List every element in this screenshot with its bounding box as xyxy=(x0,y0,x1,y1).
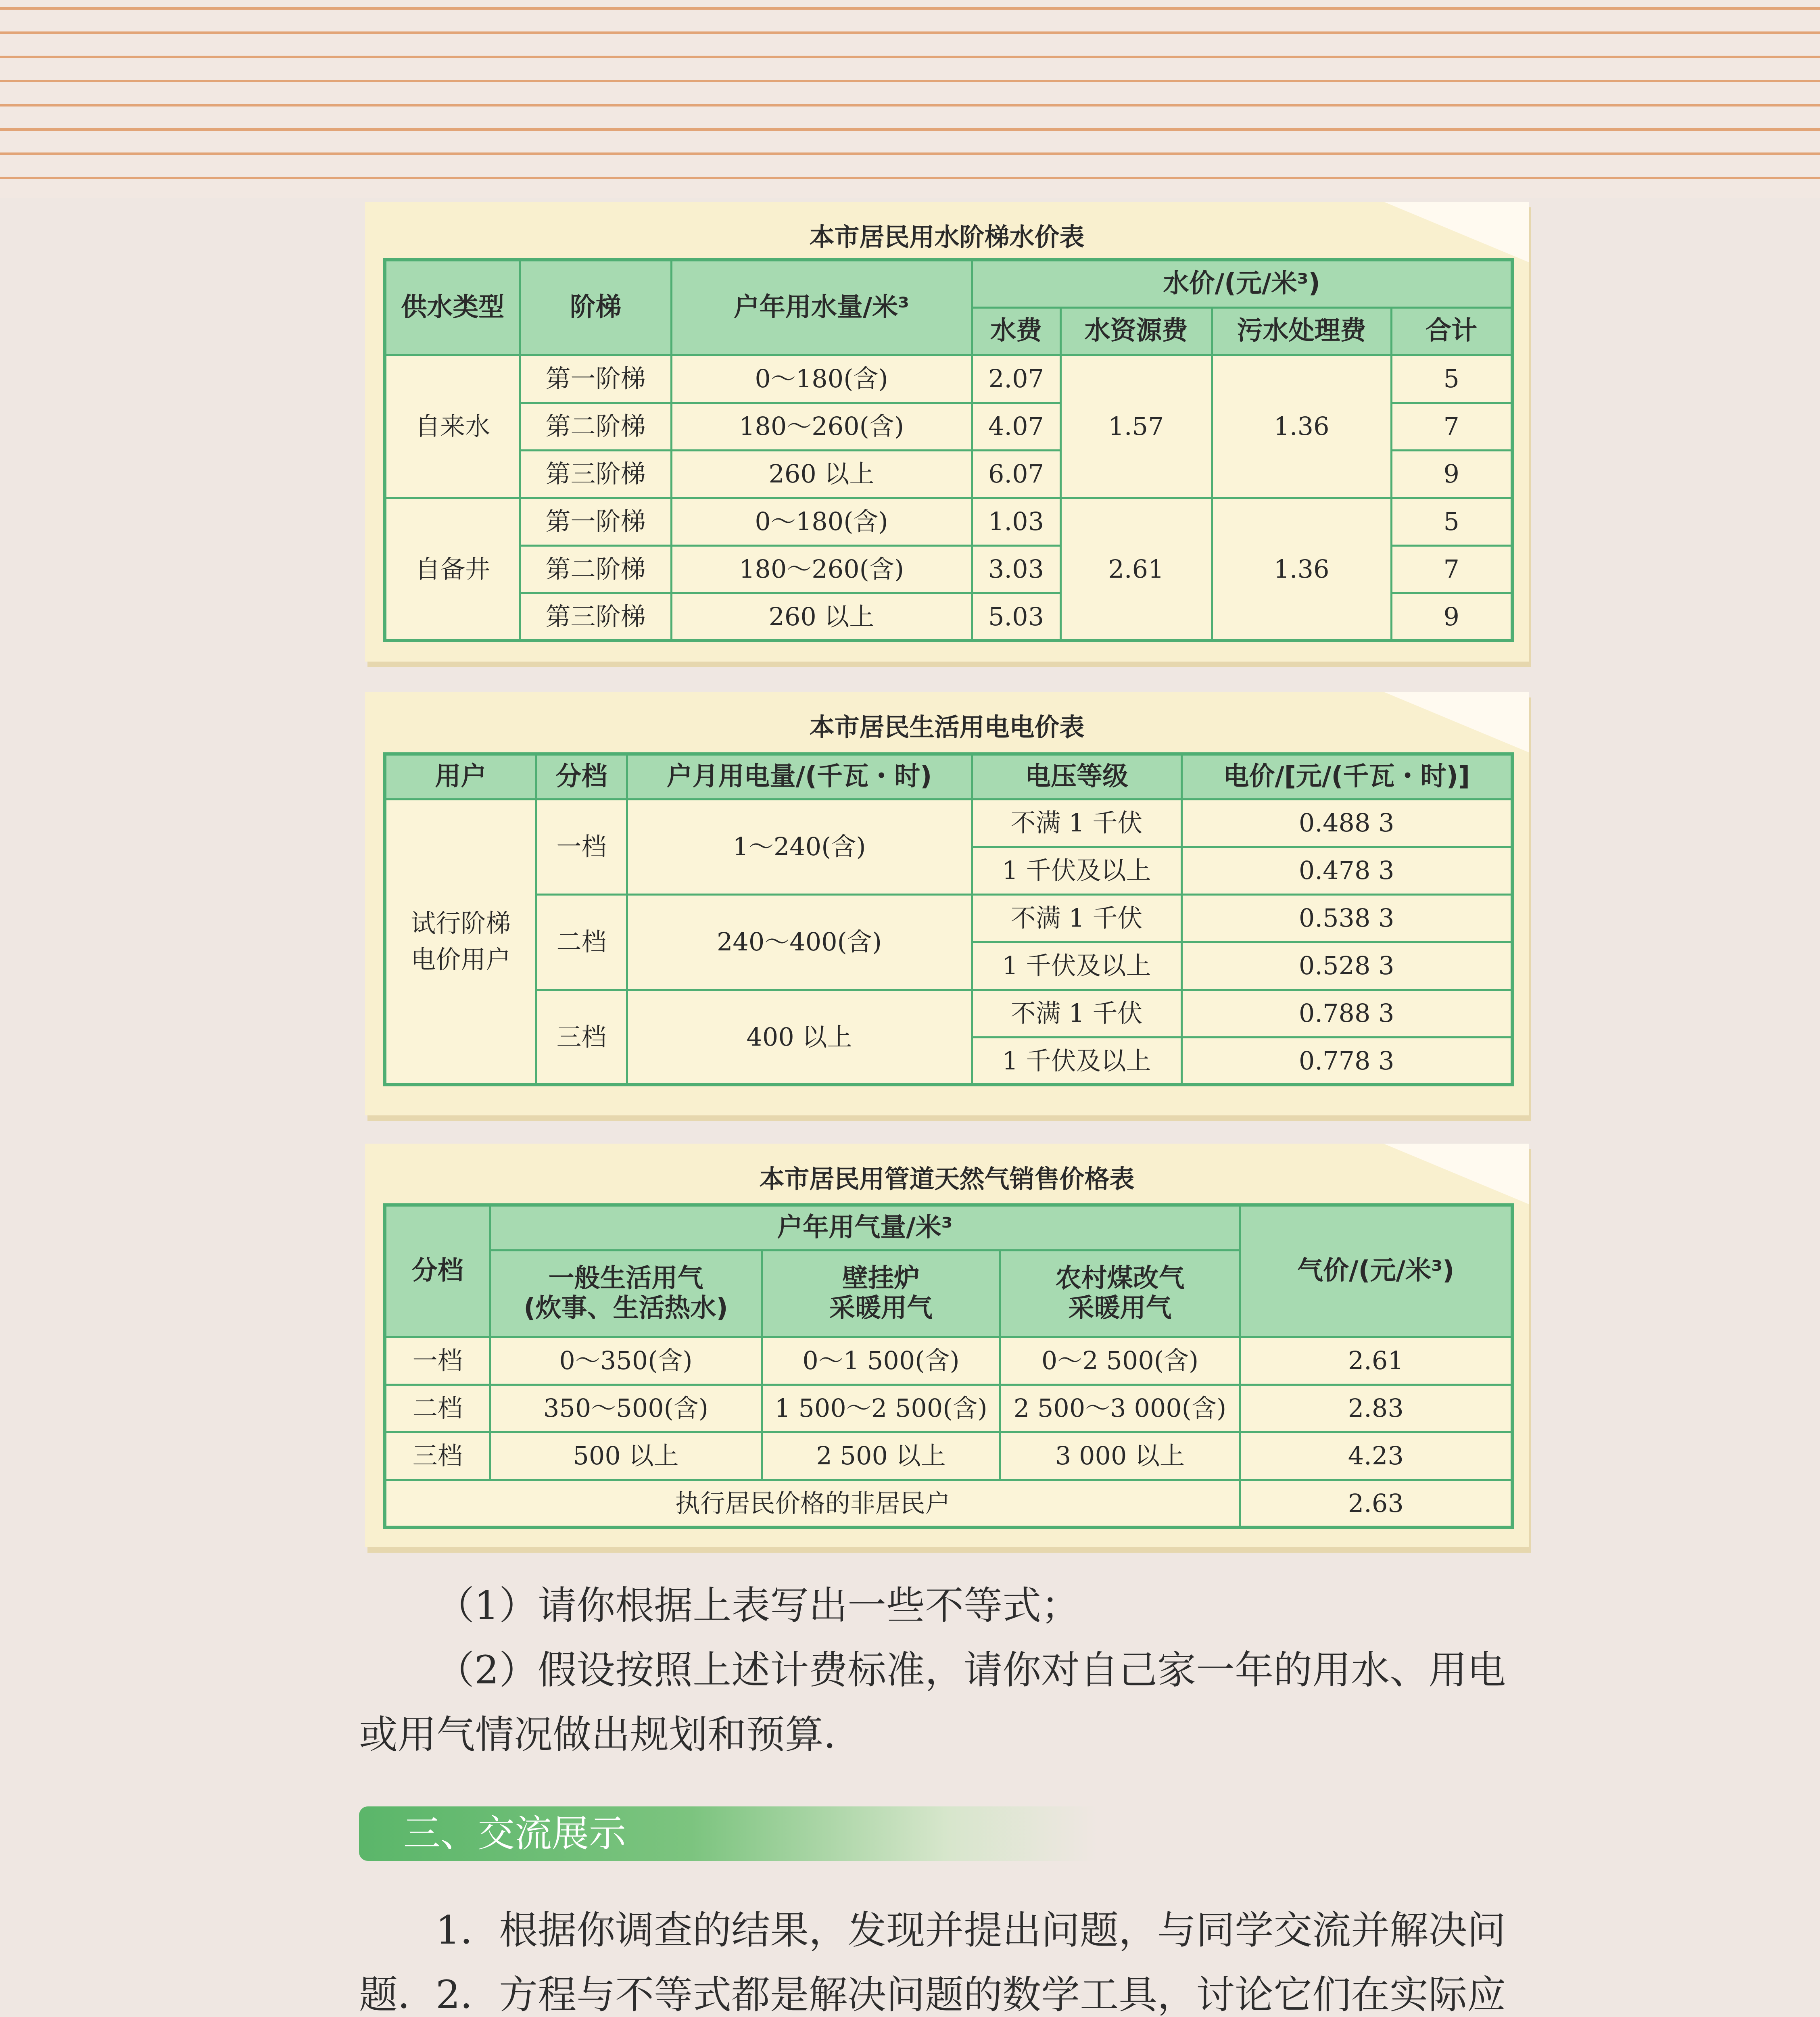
usage-cell: 0～180(含) xyxy=(671,498,972,545)
usage-cell: 400 以上 xyxy=(627,990,972,1085)
total-cell: 5 xyxy=(1391,355,1512,403)
header-total: 合计 xyxy=(1391,307,1512,355)
level-cell: 三档 xyxy=(536,990,627,1085)
header-user: 用户 xyxy=(385,754,536,799)
water-table-title: 本市居民用水阶梯水价表 xyxy=(809,222,1085,252)
gas-table-title: 本市居民用管道天然气销售价格表 xyxy=(759,1164,1135,1194)
header-stripes xyxy=(0,0,1820,198)
fee-cell: 3.03 xyxy=(972,545,1060,593)
price-cell: 0.788 3 xyxy=(1181,990,1512,1037)
level-cell: 二档 xyxy=(385,1384,490,1432)
wall-cell: 1 500～2 500(含) xyxy=(762,1384,1000,1432)
price-cell: 0.488 3 xyxy=(1181,799,1512,847)
usage-cell: 240～400(含) xyxy=(627,894,972,990)
header-usage: 户月用电量/(千瓦・时) xyxy=(627,754,972,799)
level-cell: 二档 xyxy=(536,894,627,990)
sewage-cell: 1.36 xyxy=(1212,355,1391,498)
total-cell: 9 xyxy=(1391,450,1512,498)
table-row xyxy=(385,799,1512,847)
gas-price-table xyxy=(383,1203,1514,1529)
usage-cell: 260 以上 xyxy=(671,450,972,498)
header-general-line1: 一般生活用气 xyxy=(548,1263,703,1293)
resource-cell: 1.57 xyxy=(1060,355,1212,498)
price-cell: 2.61 xyxy=(1240,1337,1512,1384)
tier-cell: 第二阶梯 xyxy=(520,403,671,450)
voltage-cell: 不满 1 千伏 xyxy=(972,799,1181,847)
header-tier: 阶梯 xyxy=(520,260,671,355)
table-row xyxy=(385,894,1512,942)
table-row xyxy=(385,1432,1512,1480)
header-level: 分档 xyxy=(385,1205,490,1337)
fee-cell: 6.07 xyxy=(972,450,1060,498)
rural-cell: 3 000 以上 xyxy=(1000,1432,1240,1480)
header-rural-line1: 农村煤改气 xyxy=(1055,1263,1185,1293)
table-row xyxy=(385,355,1512,403)
usage-cell: 1～240(含) xyxy=(627,799,972,894)
tier-cell: 第一阶梯 xyxy=(520,498,671,545)
gas-price-card xyxy=(365,1144,1529,1547)
voltage-cell: 1 千伏及以上 xyxy=(972,847,1181,894)
electric-price-table xyxy=(383,752,1514,1086)
voltage-cell: 不满 1 千伏 xyxy=(972,894,1181,942)
header-rural-line2: 采暖用气 xyxy=(1068,1293,1172,1323)
header-price: 电价/[元/(千瓦・时)] xyxy=(1181,754,1512,799)
nonresident-label: 执行居民价格的非居民户 xyxy=(385,1480,1240,1527)
price-cell: 0.528 3 xyxy=(1181,942,1512,990)
group-name: 自备井 xyxy=(385,498,520,641)
header-rural xyxy=(1000,1250,1240,1337)
tier-cell: 第三阶梯 xyxy=(520,593,671,641)
price-cell: 2.83 xyxy=(1240,1384,1512,1432)
price-cell: 0.778 3 xyxy=(1181,1037,1512,1085)
tier-cell: 第三阶梯 xyxy=(520,450,671,498)
wall-cell: 0～1 500(含) xyxy=(762,1337,1000,1384)
header-price: 水价/(元/米³) xyxy=(972,260,1512,307)
water-price-table xyxy=(383,258,1514,642)
exchange-item-1: 1．根据你调查的结果，发现并提出问题，与同学交流并解决问题． xyxy=(359,1908,1506,2017)
total-cell: 7 xyxy=(1391,403,1512,450)
table-row xyxy=(385,1384,1512,1432)
table-row xyxy=(385,1480,1512,1527)
fee-cell: 1.03 xyxy=(972,498,1060,545)
header-price: 气价/(元/米³) xyxy=(1240,1205,1512,1337)
table-row xyxy=(385,990,1512,1037)
table-row xyxy=(385,1337,1512,1384)
total-cell: 9 xyxy=(1391,593,1512,641)
total-cell: 7 xyxy=(1391,545,1512,593)
header-level: 分档 xyxy=(536,754,627,799)
usage-cell: 180～260(含) xyxy=(671,403,972,450)
usage-cell: 260 以上 xyxy=(671,593,972,641)
header-supply-type: 供水类型 xyxy=(385,260,520,355)
header-wall-line2: 采暖用气 xyxy=(829,1293,933,1323)
voltage-cell: 不满 1 千伏 xyxy=(972,990,1181,1037)
level-cell: 三档 xyxy=(385,1432,490,1480)
header-usage: 户年用水量/米³ xyxy=(671,260,972,355)
header-wall-line1: 壁挂炉 xyxy=(842,1263,920,1293)
voltage-cell: 1 千伏及以上 xyxy=(972,1037,1181,1085)
header-resource: 水资源费 xyxy=(1060,307,1212,355)
header-general xyxy=(490,1250,762,1337)
question-2: （2）假设按照上述计费标准，请你对自己家一年的用水、用电或用气情况做出规划和预算． xyxy=(359,1647,1506,1757)
price-cell: 0.538 3 xyxy=(1181,894,1512,942)
sewage-cell: 1.36 xyxy=(1212,498,1391,641)
header-fee: 水费 xyxy=(972,307,1060,355)
wall-cell: 2 500 以上 xyxy=(762,1432,1000,1480)
rural-cell: 2 500～3 000(含) xyxy=(1000,1384,1240,1432)
electric-table-title: 本市居民生活用电电价表 xyxy=(809,712,1085,742)
header-sewage: 污水处理费 xyxy=(1212,307,1391,355)
water-price-card xyxy=(365,202,1529,662)
fee-cell: 5.03 xyxy=(972,593,1060,641)
electric-price-card xyxy=(365,692,1529,1115)
fee-cell: 4.07 xyxy=(972,403,1060,450)
level-cell: 一档 xyxy=(536,799,627,894)
tier-cell: 第二阶梯 xyxy=(520,545,671,593)
section-heading-exchange: 三、交流展示 xyxy=(359,1806,1097,1861)
nonresident-price: 2.63 xyxy=(1240,1480,1512,1527)
header-general-line2: (炊事、生活热水) xyxy=(524,1293,728,1323)
level-cell: 一档 xyxy=(385,1337,490,1384)
general-cell: 350～500(含) xyxy=(490,1384,762,1432)
fee-cell: 2.07 xyxy=(972,355,1060,403)
rural-cell: 0～2 500(含) xyxy=(1000,1337,1240,1384)
exchange-item-2: 2．方程与不等式都是解决问题的数学工具，讨论它们在实际应 xyxy=(436,1972,1506,2017)
header-usage: 户年用气量/米³ xyxy=(490,1205,1240,1250)
usage-cell: 180～260(含) xyxy=(671,545,972,593)
group-name: 自来水 xyxy=(385,355,520,498)
voltage-cell: 1 千伏及以上 xyxy=(972,942,1181,990)
tier-cell: 第一阶梯 xyxy=(520,355,671,403)
general-cell: 500 以上 xyxy=(490,1432,762,1480)
table-row xyxy=(385,498,1512,545)
price-cell: 0.478 3 xyxy=(1181,847,1512,894)
user-type-cell: 试行阶梯电价用户 xyxy=(385,799,536,1085)
question-1: （1）请你根据上表写出一些不等式； xyxy=(436,1583,1080,1628)
header-voltage: 电压等级 xyxy=(972,754,1181,799)
general-cell: 0～350(含) xyxy=(490,1337,762,1384)
usage-cell: 0～180(含) xyxy=(671,355,972,403)
header-wall-furnace xyxy=(762,1250,1000,1337)
price-cell: 4.23 xyxy=(1240,1432,1512,1480)
resource-cell: 2.61 xyxy=(1060,498,1212,641)
total-cell: 5 xyxy=(1391,498,1512,545)
